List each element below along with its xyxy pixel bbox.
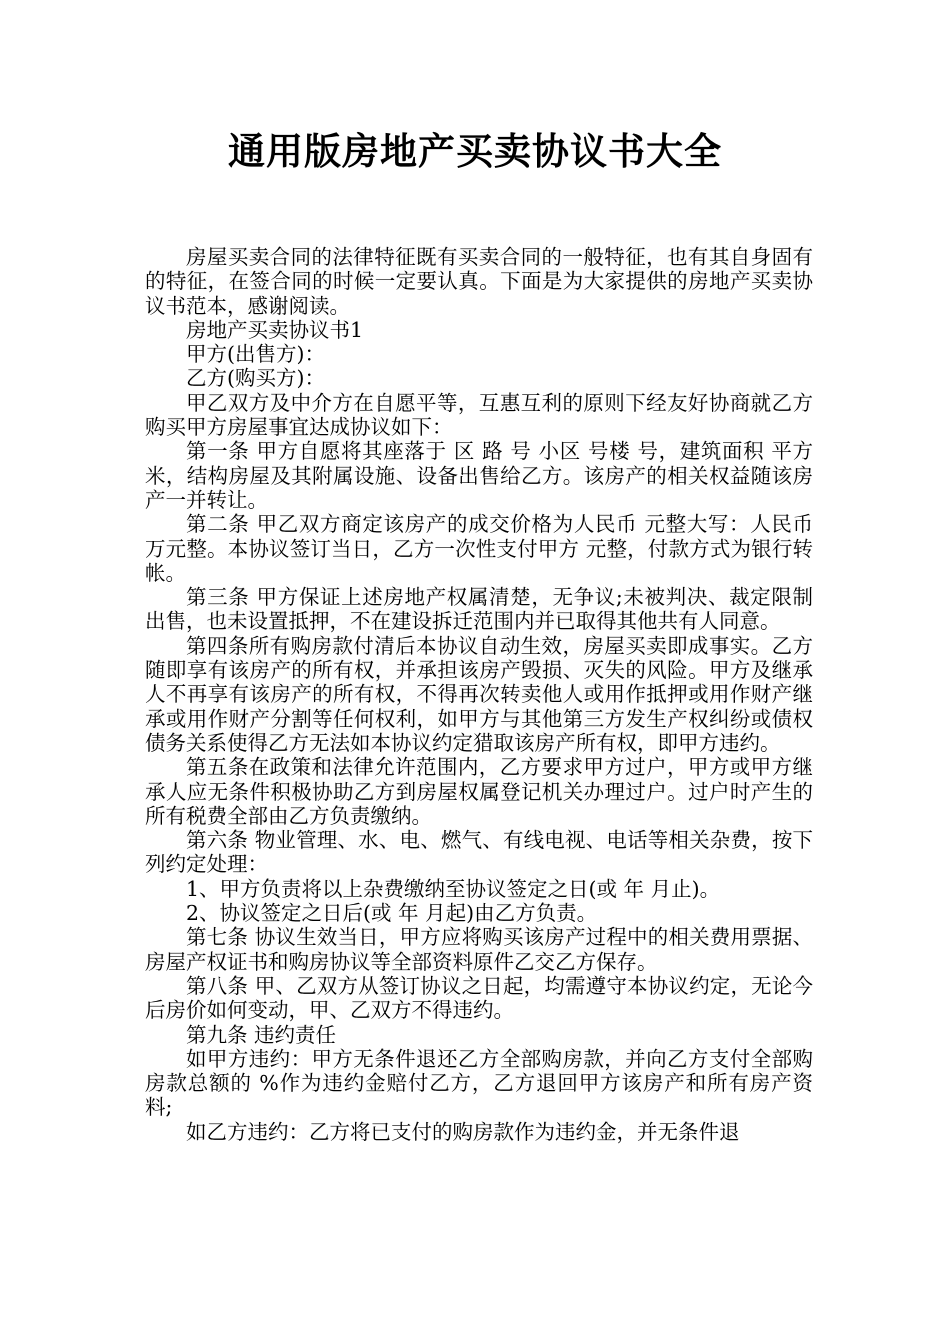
document-title: 通用版房地产买卖协议书大全 — [228, 130, 722, 173]
paragraph-article-9-party-b-breach: 如乙方违约：乙方将已支付的购房款作为违约金，并无条件退 — [186, 1119, 740, 1144]
paragraph-article-1: 第一条 甲方自愿将其座落于 区 路 号 小区 号楼 号，建筑面积 平方米，结构房屋及其附属设施、设备出售给乙方。该房产的相关权益随该房产一并转让。 — [145, 439, 813, 512]
paragraph-article-9: 第九条 违约责任 — [186, 1022, 337, 1047]
paragraph-article-6: 第六条 物业管理、水、电、燃气、有线电视、电话等相关杂费，按下列约定处理： — [145, 828, 813, 877]
paragraph-party-a: 甲方(出售方)： — [186, 342, 325, 367]
paragraph-party-b: 乙方(购买方)： — [186, 366, 325, 391]
paragraph-article-4: 第四条所有购房款付清后本协议自动生效，房屋买卖即成事实。乙方随即享有该房产的所有权，并承担该房产毁损、灭失的风险。甲方及继承人不再享有该房产的所有权，不得再次转卖他人或用作抵押或用作财产继承或用作财产分割等任何权利，如甲方与其他第三方发生产权纠纷或债权债务关系使得乙方无法如本协议约定猎取该房产所有权，即甲方违约。 — [145, 633, 813, 755]
document-body — [145, 245, 813, 1144]
paragraph-article-3: 第三条 甲方保证上述房地产权属清楚，无争议;未被判决、裁定限制出售，也未设置抵押，不在建设拆迁范围内并已取得其他共有人同意。 — [145, 585, 813, 634]
paragraph-article-2: 第二条 甲乙双方商定该房产的成交价格为人民币 元整大写：人民币 万元整。本协议签订当日，乙方一次性支付甲方 元整，付款方式为银行转帐。 — [145, 512, 813, 585]
paragraph-section-heading: 房地产买卖协议书1 — [186, 317, 364, 342]
paragraph-article-6-item-1: 1、甲方负责将以上杂费缴纳至协议签定之日(或 年 月止)。 — [186, 876, 721, 901]
paragraph-article-7: 第七条 协议生效当日，甲方应将购买该房产过程中的相关费用票据、房屋产权证书和购房协议等全部资料原件乙交乙方保存。 — [145, 925, 813, 974]
paragraph-article-5: 第五条在政策和法律允许范围内，乙方要求甲方过户，甲方或甲方继承人应无条件积极协助乙方到房屋权属登记机关办理过户。过户时产生的所有税费全部由乙方负责缴纳。 — [145, 755, 813, 828]
paragraph-article-9-party-a-breach: 如甲方违约：甲方无条件退还乙方全部购房款，并向乙方支付全部购房款总额的 %作为违约金赔付乙方，乙方退回甲方该房产和所有房产资料; — [145, 1046, 813, 1120]
paragraph-article-6-item-2: 2、协议签定之日后(或 年 月起)由乙方负责。 — [186, 901, 598, 926]
paragraph-intro: 房屋买卖合同的法律特征既有买卖合同的一般特征，也有其自身固有的特征，在签合同的时候一定要认真。下面是为大家提供的房地产买卖协议书范本，感谢阅读。 — [145, 245, 813, 318]
paragraph-article-8: 第八条 甲、乙双方从签订协议之日起，均需遵守本协议约定，无论今后房价如何变动，甲、乙双方不得违约。 — [145, 973, 813, 1023]
paragraph-preamble: 甲乙双方及中介方在自愿平等，互惠互利的原则下经友好协商就乙方购买甲方房屋事宜达成协议如下： — [145, 390, 813, 440]
